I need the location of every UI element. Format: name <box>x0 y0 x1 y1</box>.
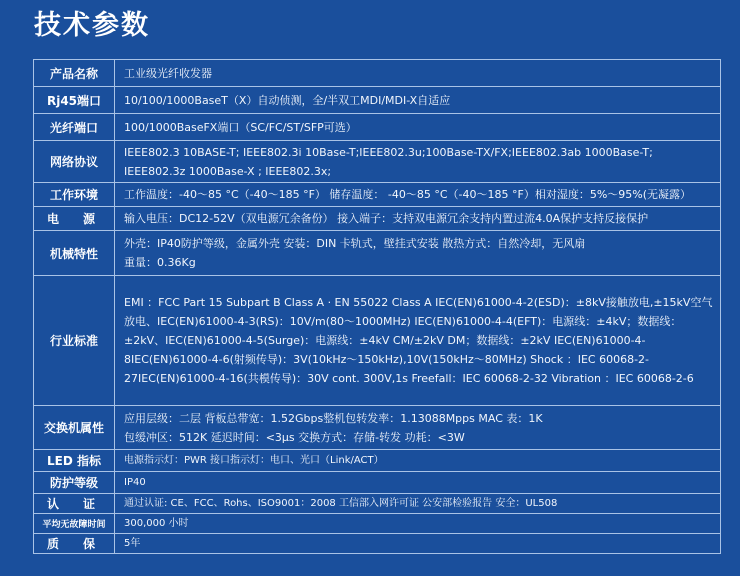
table-row <box>34 207 721 231</box>
row-label: Rj45端口 <box>34 87 115 114</box>
row-label: 机械特性 <box>34 231 115 276</box>
table-row <box>34 406 721 450</box>
row-value <box>115 87 721 114</box>
row-label: 平均无故障时间 <box>34 514 115 534</box>
row-label: 工作环境 <box>34 183 115 207</box>
table-row <box>34 450 721 472</box>
row-label: LED 指标 <box>34 450 115 472</box>
row-label: 质 保 <box>34 534 115 554</box>
table-row <box>34 514 721 534</box>
table-row <box>34 494 721 514</box>
table-row <box>34 183 721 207</box>
table-row <box>34 276 721 406</box>
row-value <box>115 183 721 207</box>
value-line: IEEE802.3z 1000Base-X ; IEEE802.3x; <box>124 164 332 178</box>
row-value <box>115 114 721 141</box>
table-row <box>34 87 721 114</box>
spec-table <box>33 59 721 554</box>
row-label: 认 证 <box>34 494 115 514</box>
row-value <box>115 141 721 183</box>
row-value <box>115 406 721 450</box>
value-line: IP40 <box>124 477 146 488</box>
row-value <box>115 231 721 276</box>
value-line: 包缓冲区：512K 延迟时间：<3μs 交换方式：存储-转发 功耗：<3W <box>124 430 465 444</box>
value-line: IEEE802.3 10BASE-T; IEEE802.3i 10Base-T;IEEE802.3u;100Base-TX/FX;IEEE802.3ab 1000Base-T; <box>124 145 653 159</box>
value-line: 外壳：IP40防护等级，金属外壳 安装：DIN 卡轨式，壁挂式安装 散热方式：自然冷却，无风扇 <box>124 237 586 250</box>
value-line: 工作温度：-40～85 °C（-40～185 °F） 储存温度： -40～85 °C（-40～185 °F）相对湿度：5%～95%(无凝露） <box>124 188 692 201</box>
table-row <box>34 472 721 494</box>
row-label: 电 源 <box>34 207 115 231</box>
value-line: 10/100/1000BaseT（X）自动侦测，全/半双工MDI/MDI-X自适应 <box>124 93 451 107</box>
row-label: 防护等级 <box>34 472 115 494</box>
row-label: 网络协议 <box>34 141 115 183</box>
value-paragraph: EMI ：FCC Part 15 Subpart B Class A · EN 55022 Class A IEC(EN)61000-4-2(ESD)：±8kV接触放电,±15kV空气放电、IEC(EN)61000-4-3(RS)：10V/m(80～1000MHz) IEC(EN)61000-4-4(EFT)：电源线：±4kV；数据线：±2kV、IEC(EN)61000-4-5(Surge)：电源线：±4kV CM/±2kV DM；数据线：±2kV IEC(EN)61000-4-8IEC(EN)61000-4-6(射频传导)：3V(10kHz～150kHz),10V(150kHz～80MHz) Shock ：IEC 60068-2-27IEC(EN)61000-4-16(共模传导)：30V cont. 300V,1s Freefall：IEC 60068-2-32 Vibration ：IEC 60068-2-6 <box>124 296 713 385</box>
value-line: 300,000 小时 <box>124 518 189 529</box>
table-row <box>34 141 721 183</box>
value-line: 重量：0.36Kg <box>124 256 196 269</box>
row-label: 产品名称 <box>34 60 115 87</box>
value-line: 100/1000BaseFX端口（SC/FC/ST/SFP可选） <box>124 120 357 134</box>
table-row <box>34 60 721 87</box>
row-value <box>115 534 721 554</box>
value-line: 5年 <box>124 538 141 549</box>
row-value <box>115 60 721 87</box>
value-line: 工业级光纤收发器 <box>124 66 212 80</box>
row-value <box>115 450 721 472</box>
row-value <box>115 514 721 534</box>
row-value <box>115 276 721 406</box>
row-value <box>115 207 721 231</box>
page-title: 技术参数 <box>34 10 150 41</box>
table-row <box>34 534 721 554</box>
row-label: 光纤端口 <box>34 114 115 141</box>
table-row <box>34 231 721 276</box>
row-value <box>115 472 721 494</box>
row-label: 行业标准 <box>34 276 115 406</box>
row-value <box>115 494 721 514</box>
value-line: 输入电压：DC12-52V（双电源冗余备份） 接入端子：支持双电源冗余支持内置过流4.0A保护支持反接保护 <box>124 212 649 225</box>
value-line: 通过认证: CE、FCC、Rohs、ISO9001：2008 工信部入网许可证 公安部检验报告 安全：UL508 <box>124 498 558 509</box>
value-line: 电源指示灯：PWR 接口指示灯：电口、光口（Link/ACT） <box>124 455 384 466</box>
value-line: 应用层级：二层 背板总带宽：1.52Gbps整机包转发率：1.13088Mpps MAC 表：1K <box>124 411 543 425</box>
table-row <box>34 114 721 141</box>
row-label: 交换机属性 <box>34 406 115 450</box>
